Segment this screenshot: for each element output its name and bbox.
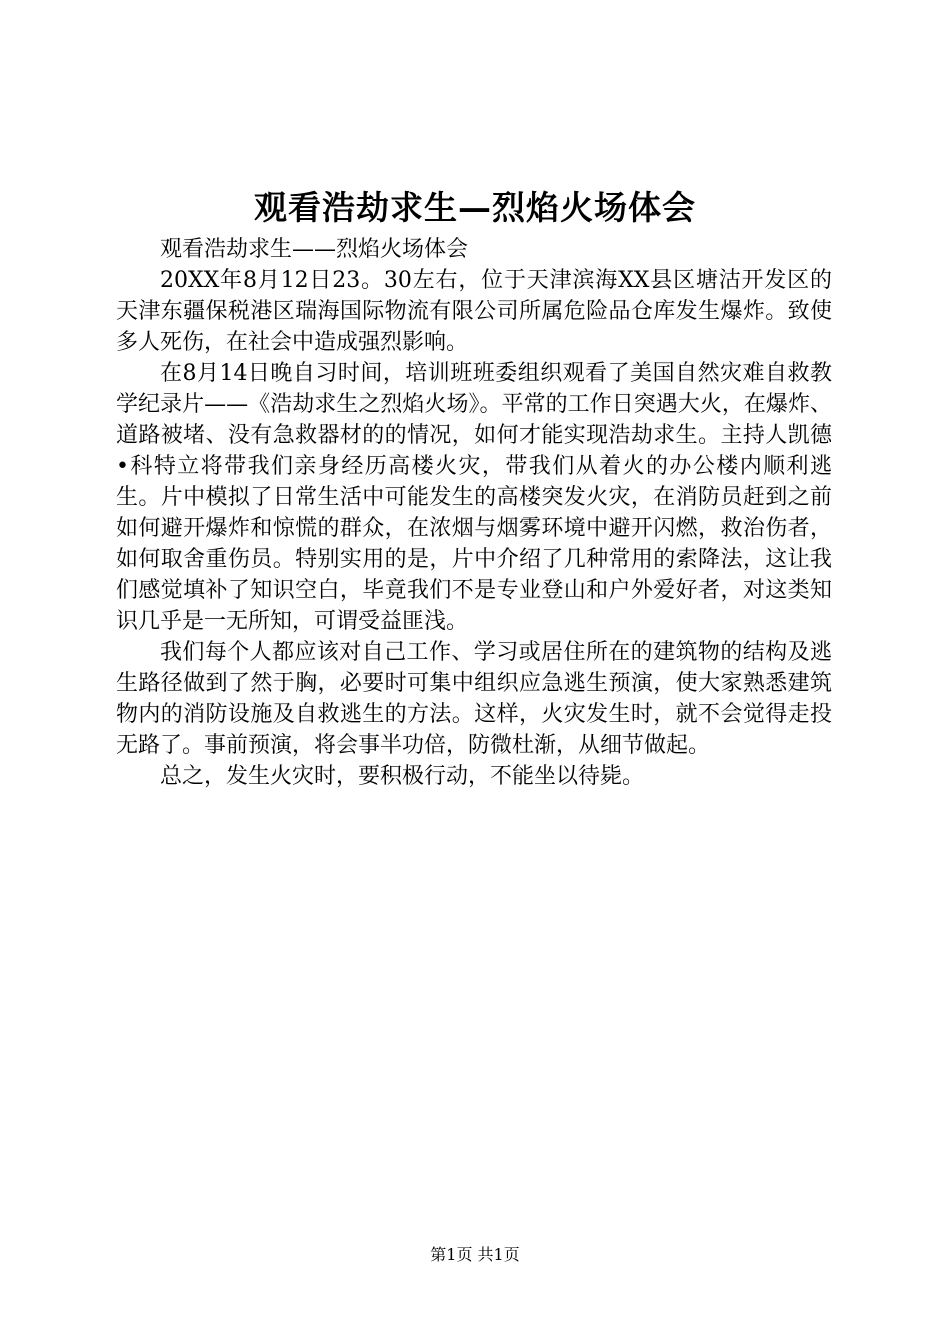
paragraph-incident: 20XX年8月12日23。30左右，位于天津滨海XX县区塘沽开发区的天津东疆保税港区瑞海国际物流有限公司所属危险品仓库发生爆炸。致使多人死伤，在社会中造成强烈影响。	[116, 268, 832, 355]
paragraph-documentary: 在8月14日晚自习时间，培训班班委组织观看了美国自然灾难自救教学纪录片——《浩劫求生之烈焰火场》。平常的工作日突遇大火，在爆炸、道路被堵、没有急救器材的的情况，如何才能实现浩劫求生。主持人凯德•科特立将带我们亲身经历高楼火灾，带我们从着火的办公楼内顺利逃生。片中模拟了日常生活中可能发生的高楼突发火灾，在消防员赶到之前如何避开爆炸和惊慌的群众，在浓烟与烟雾环境中避开闪燃，救治伤者，如何取舍重伤员。特别实用的是，片中介绍了几种常用的索降法，这让我们感觉填补了知识空白，毕竟我们不是专业登山和户外爱好者，对这类知识几乎是一无所知，可谓受益匪浅。	[116, 361, 832, 634]
paragraph-conclusion: 总之，发生火灾时，要积极行动，不能坐以待毙。	[160, 764, 645, 789]
paragraph-subtitle: 观看浩劫求生——烈焰火场体会	[160, 237, 469, 262]
document-title: 观看浩劫求生—烈焰火场体会	[254, 188, 696, 227]
paragraph-preparation: 我们每个人都应该对自己工作、学习或居住所在的建筑物的结构及逃生路径做到了然于胸，必要时可集中组织应急逃生预演，使大家熟悉建筑物内的消防设施及自救逃生的方法。这样，火灾发生时，就不会觉得走投无路了。事前预演，将会事半功倍，防微杜渐，从细节做起。	[116, 640, 832, 758]
page-footer: 第1页 共1页	[430, 1245, 520, 1264]
document-body	[116, 234, 832, 792]
